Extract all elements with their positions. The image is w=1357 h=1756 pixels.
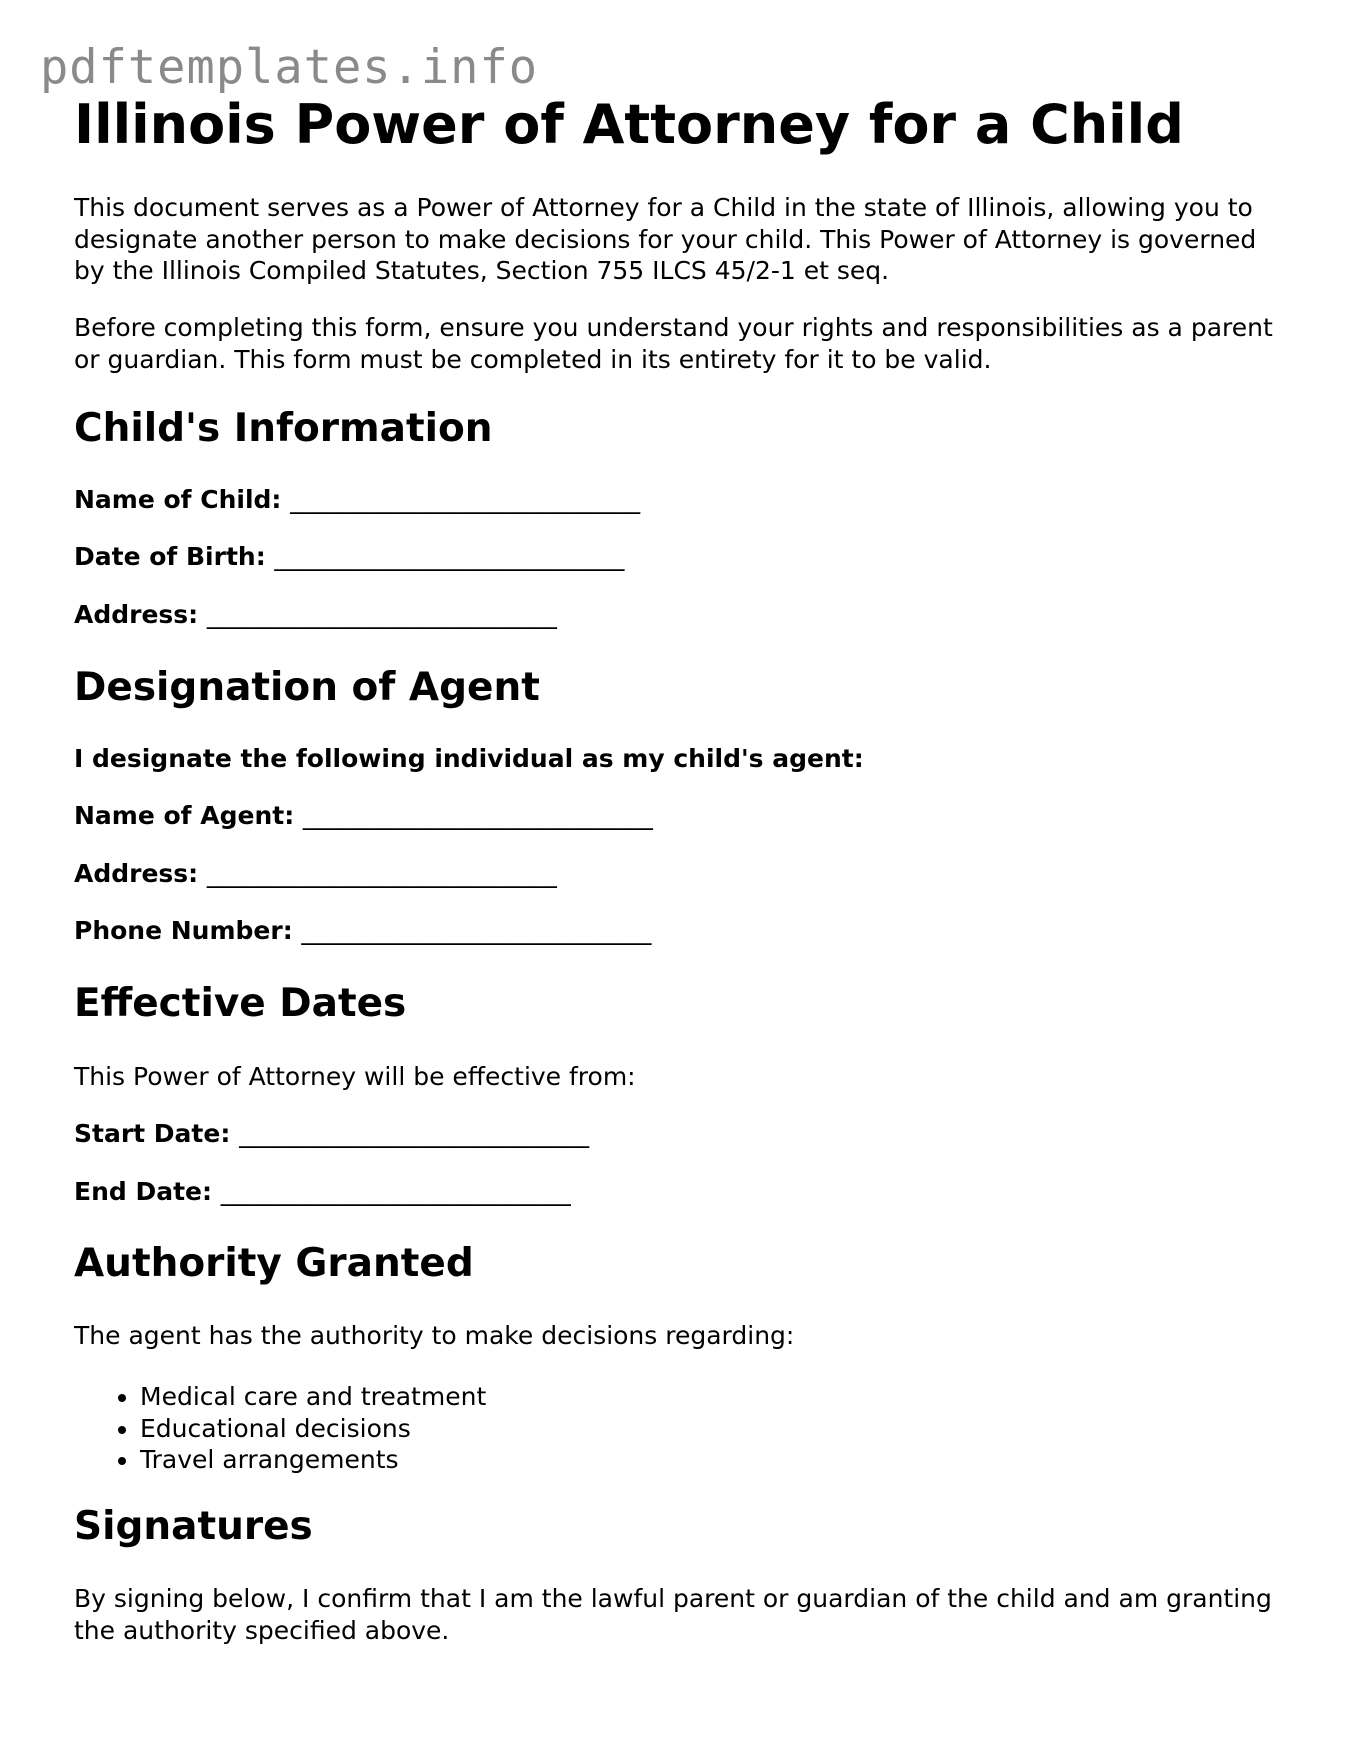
agent-name-label: Name of Agent: — [74, 801, 295, 830]
intro-paragraph-2: Before completing this form, ensure you understand your rights and responsibilities as a parent or guardian. This form must be completed in its entirety for it to be valid. — [74, 313, 1273, 374]
child-name-blank[interactable]: ____________________________ — [290, 485, 641, 514]
document-title: Illinois Power of Attorney for a Child — [74, 93, 1184, 156]
child-dob-label: Date of Birth: — [74, 542, 266, 571]
agent-name-blank[interactable]: ____________________________ — [302, 801, 653, 830]
intro-paragraph-1: This document serves as a Power of Attorney for a Child in the state of Illinois, allowing you to designate another person to make decisions for your child. This Power of Attorney is governed by the Illinois Compiled Statutes, Section 755 ILCS 45/2-1 et seq. — [74, 193, 1257, 285]
start-date-blank[interactable]: ____________________________ — [239, 1119, 590, 1148]
child-address-field[interactable] — [74, 599, 557, 630]
signatures-statement: By signing below, I confirm that I am the lawful parent or guardian of the child and am granting the authority specified above. — [74, 1584, 1272, 1645]
authority-item-medical: • Medical care and treatment — [140, 1381, 486, 1413]
end-date-field[interactable] — [74, 1176, 571, 1207]
child-dob-field[interactable] — [74, 541, 624, 572]
child-name-label: Name of Child: — [74, 485, 282, 514]
authority-list — [74, 1381, 486, 1476]
agent-address-field[interactable] — [74, 858, 557, 889]
watermark-text: pdftemplates.info — [40, 40, 539, 95]
authority-item-education: • Educational decisions — [140, 1413, 486, 1445]
agent-phone-blank[interactable]: ____________________________ — [301, 916, 652, 945]
agent-address-blank[interactable]: ____________________________ — [206, 859, 557, 888]
child-dob-blank[interactable]: ____________________________ — [274, 542, 625, 571]
end-date-blank[interactable]: ____________________________ — [220, 1177, 571, 1206]
end-date-label: End Date: — [74, 1177, 213, 1206]
authority-statement: The agent has the authority to make decisions regarding: — [74, 1321, 795, 1350]
effective-dates-statement: This Power of Attorney will be effective from: — [74, 1062, 636, 1091]
child-address-blank[interactable]: ____________________________ — [206, 600, 557, 629]
start-date-label: Start Date: — [74, 1119, 231, 1148]
agent-statement: I designate the following individual as my child's agent: — [74, 744, 864, 773]
agent-name-field[interactable] — [74, 800, 653, 831]
child-info-heading: Child's Information — [74, 406, 493, 451]
child-name-field[interactable] — [74, 484, 640, 515]
effective-dates-heading: Effective Dates — [74, 981, 407, 1026]
authority-item-travel: • Travel arrangements — [140, 1444, 486, 1476]
agent-phone-field[interactable] — [74, 915, 651, 946]
signatures-heading: Signatures — [74, 1504, 313, 1549]
authority-heading: Authority Granted — [74, 1241, 474, 1286]
agent-address-label: Address: — [74, 859, 199, 888]
start-date-field[interactable] — [74, 1118, 589, 1149]
child-address-label: Address: — [74, 600, 199, 629]
agent-heading: Designation of Agent — [74, 665, 540, 710]
agent-phone-label: Phone Number: — [74, 916, 293, 945]
